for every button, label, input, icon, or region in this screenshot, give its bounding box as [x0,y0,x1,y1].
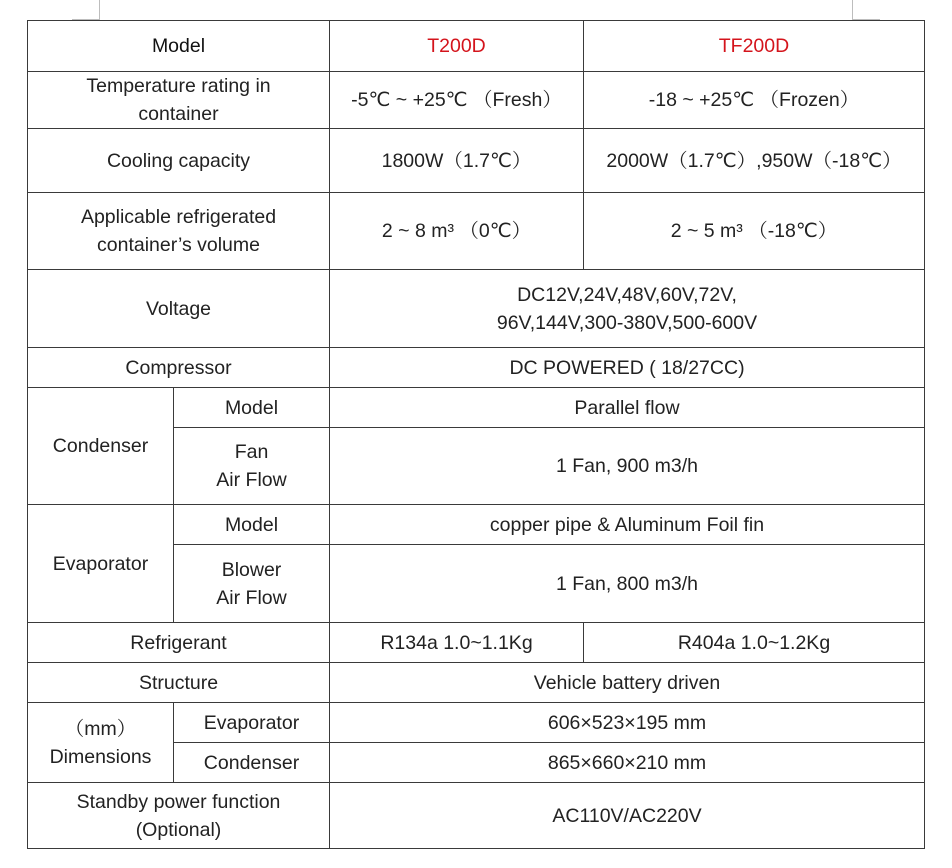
compressor-label: Compressor [28,348,330,388]
dimensions-evaporator-value: 606×523×195 mm [330,703,925,743]
volume-row [28,193,925,270]
condenser-label: Condenser [28,388,174,505]
evaporator-model-row [28,505,925,545]
condenser-fan-value: 1 Fan, 900 m3/h [330,428,925,505]
temperature-label: Temperature rating in container [28,72,330,129]
model-header: Model [28,21,330,72]
temperature-b: -18 ~ +25℃ （Frozen） [584,72,925,129]
temperature-a: -5℃ ~ +25℃ （Fresh） [330,72,584,129]
temperature-row [28,72,925,129]
condenser-model-row [28,388,925,428]
voltage-row [28,270,925,348]
cooling-label: Cooling capacity [28,129,330,193]
cooling-a: 1800W（1.7℃） [330,129,584,193]
standby-label: Standby power function (Optional) [28,783,330,849]
top-right-guide [852,0,853,20]
structure-row [28,663,925,703]
evaporator-model-value: copper pipe & Aluminum Foil fin [330,505,925,545]
cooling-row [28,129,925,193]
evaporator-label: Evaporator [28,505,174,623]
volume-a: 2 ~ 8 m³ （0℃） [330,193,584,270]
dimensions-evaporator-label: Evaporator [174,703,330,743]
dimensions-evaporator-row [28,703,925,743]
structure-value: Vehicle battery driven [330,663,925,703]
voltage-label: Voltage [28,270,330,348]
model-b-header: TF200D [584,21,925,72]
volume-b: 2 ~ 5 m³ （-18℃） [584,193,925,270]
compressor-row [28,348,925,388]
dimensions-condenser-value: 865×660×210 mm [330,743,925,783]
evaporator-blower-label: Blower Air Flow [174,545,330,623]
refrigerant-b: R404a 1.0~1.2Kg [584,623,925,663]
volume-label: Applicable refrigerated container’s volume [28,193,330,270]
dimensions-label: （mm） Dimensions [28,703,174,783]
compressor-value: DC POWERED ( 18/27CC) [330,348,925,388]
refrigerant-a: R134a 1.0~1.1Kg [330,623,584,663]
voltage-value: DC12V,24V,48V,60V,72V, 96V,144V,300-380V,500-600V [330,270,925,348]
standby-row [28,783,925,849]
condenser-fan-label: Fan Air Flow [174,428,330,505]
evaporator-model-label: Model [174,505,330,545]
evaporator-blower-value: 1 Fan, 800 m3/h [330,545,925,623]
top-left-guide [99,0,100,20]
structure-label: Structure [28,663,330,703]
condenser-model-label: Model [174,388,330,428]
standby-value: AC110V/AC220V [330,783,925,849]
dimensions-condenser-label: Condenser [174,743,330,783]
refrigerant-row [28,623,925,663]
cooling-b: 2000W（1.7℃）,950W（-18℃） [584,129,925,193]
refrigerant-label: Refrigerant [28,623,330,663]
header-row [28,21,925,72]
condenser-model-value: Parallel flow [330,388,925,428]
model-a-header: T200D [330,21,584,72]
spec-table [27,20,925,849]
